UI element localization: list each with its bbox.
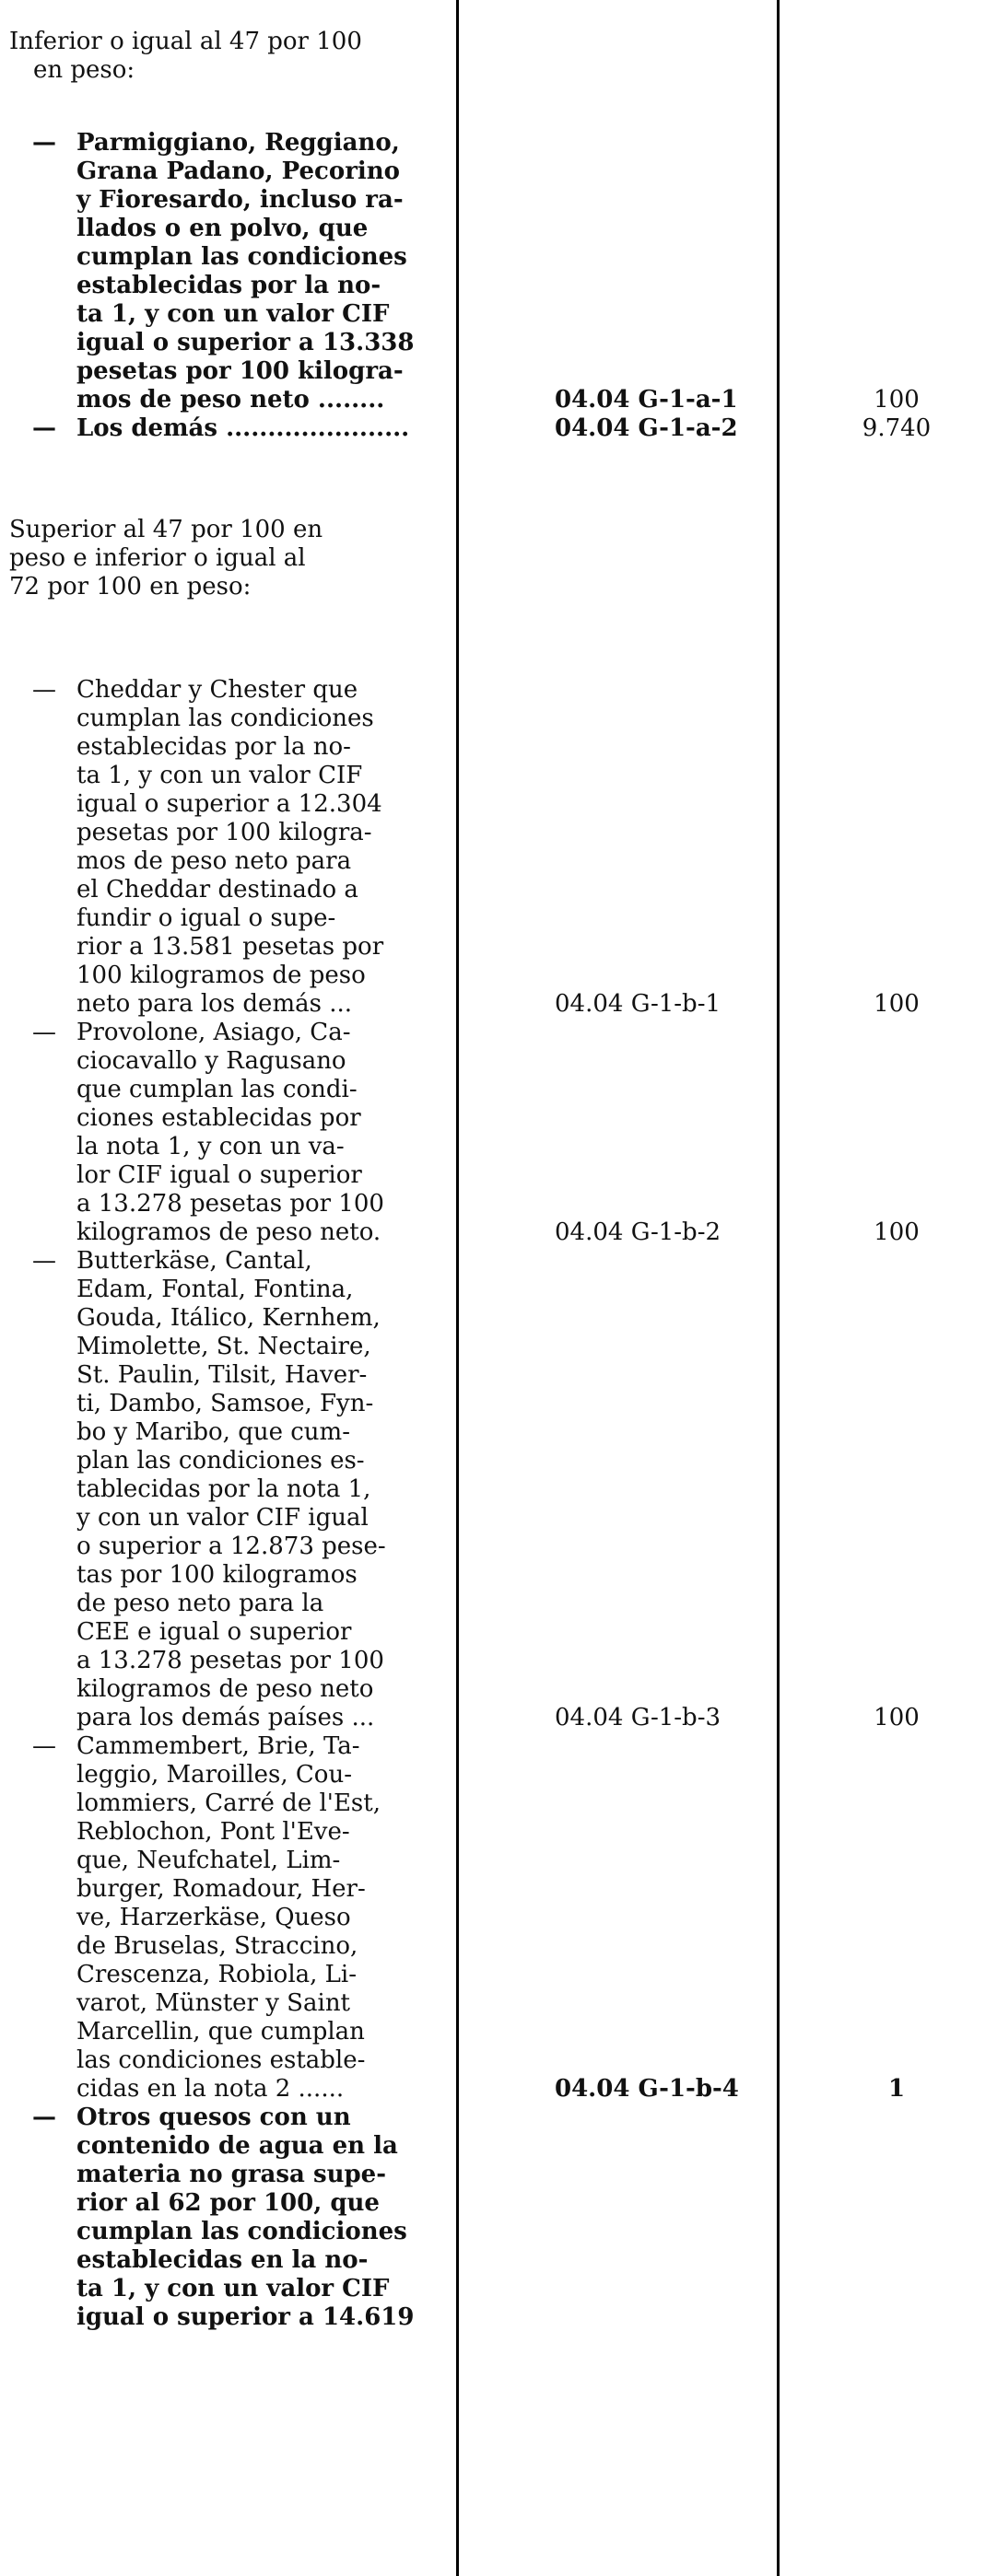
item-line: pesetas por 100 kilogra-: [76, 819, 372, 846]
item-line: cumplan las condiciones: [76, 243, 407, 271]
tariff-code: 04.04 G-1-a-1: [555, 386, 738, 414]
item-line: de peso neto para la: [76, 1590, 324, 1617]
duty-value: 100: [874, 1704, 920, 1731]
heading-line: en peso:: [33, 56, 135, 84]
tariff-code: 04.04 G-1-a-2: [555, 414, 738, 442]
item-line: Cammembert, Brie, Ta-: [76, 1732, 360, 1760]
heading-line: 72 por 100 en peso:: [9, 573, 252, 600]
item-line: Butterkäse, Cantal,: [76, 1247, 312, 1275]
item-line: leggio, Maroilles, Cou-: [76, 1761, 352, 1789]
item-line: la nota 1, y con un va-: [76, 1133, 345, 1160]
item-line: tablecidas por la nota 1,: [76, 1475, 371, 1503]
item-line: el Cheddar destinado a: [76, 876, 358, 903]
item-line: Cheddar y Chester que: [76, 676, 358, 704]
item-line: igual o superior a 13.338: [76, 329, 415, 356]
item-line: rior al 62 por 100, que: [76, 2189, 380, 2217]
list-item: [9, 676, 446, 1019]
item-line: a 13.278 pesetas por 100: [76, 1190, 384, 1218]
item-line: pesetas por 100 kilogra-: [76, 357, 404, 385]
item-line: kilogramos de peso neto.: [76, 1218, 381, 1246]
item-line: Provolone, Asiago, Ca-: [76, 1019, 351, 1046]
heading-line: Inferior o igual al 47 por 100: [9, 28, 362, 55]
item-line: ta 1, y con un valor CIF: [76, 762, 363, 789]
item-line: lommiers, Carré de l'Est,: [76, 1789, 381, 1817]
item-line: a 13.278 pesetas por 100: [76, 1647, 384, 1674]
duty-value: 100: [874, 990, 920, 1018]
item-line: 100 kilogramos de peso: [76, 962, 366, 989]
list-item: [9, 2104, 446, 2332]
item-line: lor CIF igual o superior: [76, 1161, 362, 1189]
item-line: ti, Dambo, Samsoe, Fyn-: [76, 1390, 374, 1417]
item-line: ciocavallo y Ragusano: [76, 1047, 346, 1075]
item-line: cidas en la nota 2 ......: [76, 2075, 345, 2103]
list-item: [9, 1732, 446, 2104]
tariff-code: 04.04 G-1-b-2: [555, 1218, 721, 1246]
item-line: establecidas por la no-: [76, 272, 381, 299]
item-line: kilogramos de peso neto: [76, 1675, 374, 1703]
item-line: las condiciones estable-: [76, 2046, 366, 2074]
item-line: neto para los demás ...: [76, 990, 352, 1018]
list-item: [9, 1247, 446, 1732]
tariff-code: 04.04 G-1-b-3: [555, 1704, 721, 1731]
item-line: CEE e igual o superior: [76, 1618, 352, 1646]
item-line: Parmiggiano, Reggiano,: [76, 129, 400, 157]
dash-marker: —: [32, 1019, 56, 1046]
item-line: ta 1, y con un valor CIF: [76, 300, 390, 328]
item-line: y con un valor CIF igual: [76, 1504, 369, 1532]
section-heading: [9, 28, 446, 85]
item-line: Gouda, Itálico, Kernhem,: [76, 1304, 381, 1332]
item-line: Marcellin, que cumplan: [76, 2018, 365, 2046]
item-line: igual o superior a 14.619: [76, 2303, 415, 2331]
item-line: cumplan las condiciones: [76, 705, 374, 732]
heading-line: Superior al 47 por 100 en: [9, 516, 323, 543]
item-line: que, Neufchatel, Lim-: [76, 1847, 341, 1874]
item-line: Reblochon, Pont l'Eve-: [76, 1818, 350, 1846]
item-line: y Fioresardo, incluso ra-: [76, 186, 404, 214]
duty-value: 100: [874, 1218, 920, 1246]
duty-value: 9.740: [862, 414, 932, 442]
duty-value: 100: [874, 386, 920, 414]
item-line: burger, Romadour, Her-: [76, 1875, 366, 1903]
item-line: Grana Padano, Pecorino: [76, 157, 401, 185]
list-item: [9, 1019, 446, 1247]
item-line: St. Paulin, Tilsit, Haver-: [76, 1361, 368, 1389]
dash-marker: —: [32, 2104, 56, 2131]
item-line: ta 1, y con un valor CIF: [76, 2275, 390, 2302]
item-line: ciones establecidas por: [76, 1104, 361, 1132]
list-item: [9, 129, 446, 414]
item-line: materia no grasa supe-: [76, 2161, 386, 2188]
item-line: mos de peso neto para: [76, 847, 352, 875]
item-line: varot, Münster y Saint: [76, 1989, 351, 2017]
list-item: [9, 414, 446, 443]
item-line: Edam, Fontal, Fontina,: [76, 1276, 354, 1303]
item-line: que cumplan las condi-: [76, 1076, 358, 1103]
item-line: ve, Harzerkäse, Queso: [76, 1904, 351, 1931]
dash-marker: —: [32, 1732, 56, 1760]
dash-marker: —: [32, 129, 56, 157]
item-line: contenido de agua en la: [76, 2132, 398, 2160]
item-line: o superior a 12.873 pese-: [76, 1533, 386, 1560]
duty-value: 1: [887, 2075, 906, 2103]
item-line: llados o en polvo, que: [76, 215, 369, 242]
item-line: Otros quesos con un: [76, 2104, 351, 2131]
item-line: rior a 13.581 pesetas por: [76, 933, 384, 961]
section-heading: [9, 516, 446, 601]
item-line: establecidas por la no-: [76, 733, 351, 761]
tariff-code: 04.04 G-1-b-4: [555, 2075, 739, 2103]
item-line: igual o superior a 12.304: [76, 790, 382, 818]
item-line: plan las condiciones es-: [76, 1447, 365, 1474]
item-line: cumplan las condiciones: [76, 2218, 407, 2245]
item-line: bo y Maribo, que cum-: [76, 1418, 350, 1446]
item-line: para los demás países ...: [76, 1704, 375, 1731]
item-line: tas por 100 kilogramos: [76, 1561, 358, 1589]
item-line: de Bruselas, Straccino,: [76, 1932, 358, 1960]
dash-marker: —: [32, 676, 56, 704]
column-rule-right: [777, 0, 780, 2576]
item-line: fundir o igual o supe-: [76, 904, 336, 932]
column-rule-left: [456, 0, 459, 2576]
item-line: establecidas en la no-: [76, 2246, 369, 2274]
item-line: Mimolette, St. Nectaire,: [76, 1333, 371, 1360]
heading-line: peso e inferior o igual al: [9, 544, 306, 572]
dash-marker: —: [32, 1247, 56, 1275]
tariff-code: 04.04 G-1-b-1: [555, 990, 721, 1018]
dash-marker: —: [32, 414, 56, 442]
item-line: Crescenza, Robiola, Li-: [76, 1961, 358, 1988]
item-line: Los demás ......................: [76, 414, 410, 442]
item-line: mos de peso neto ........: [76, 386, 385, 414]
